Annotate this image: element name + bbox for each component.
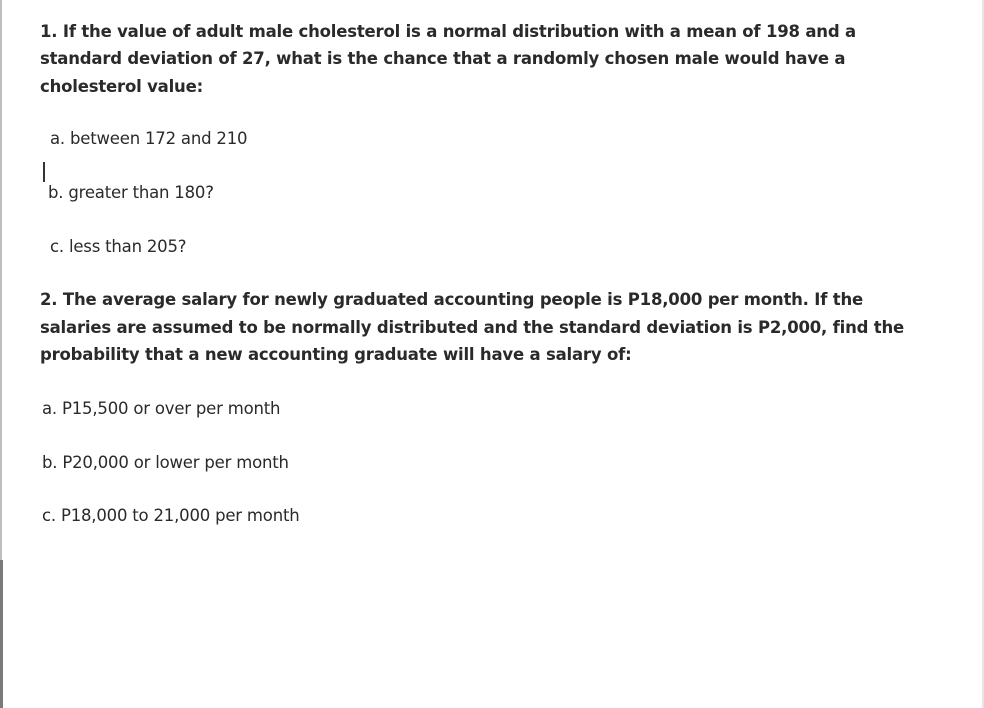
left-border-shadow <box>0 560 3 708</box>
q1-line-3: cholesterol value: <box>40 77 203 96</box>
q2-option-c: c. P18,000 to 21,000 per month <box>42 506 300 525</box>
q2-option-a: a. P15,500 or over per month <box>42 399 281 418</box>
q1-option-c: c. less than 205? <box>50 237 187 256</box>
text-cursor <box>43 162 45 182</box>
q1-line-2: standard deviation of 27, what is the chance that a randomly chosen male would have a <box>40 49 846 68</box>
q2-line-1: 2. The average salary for newly graduated accounting people is P18,000 per month. If the <box>40 290 863 309</box>
q1-option-b: b. greater than 180? <box>48 183 214 202</box>
q2-line-2: salaries are assumed to be normally distributed and the standard deviation is P2,000, find the <box>40 318 905 337</box>
document-page <box>40 0 940 708</box>
q1-line-1: 1. If the value of adult male cholesterol is a normal distribution with a mean of 198 and a <box>40 22 856 41</box>
q2-line-3: probability that a new accounting graduate will have a salary of: <box>40 345 632 364</box>
q2-option-b: b. P20,000 or lower per month <box>42 453 289 472</box>
q1-option-a: a. between 172 and 210 <box>50 129 248 148</box>
